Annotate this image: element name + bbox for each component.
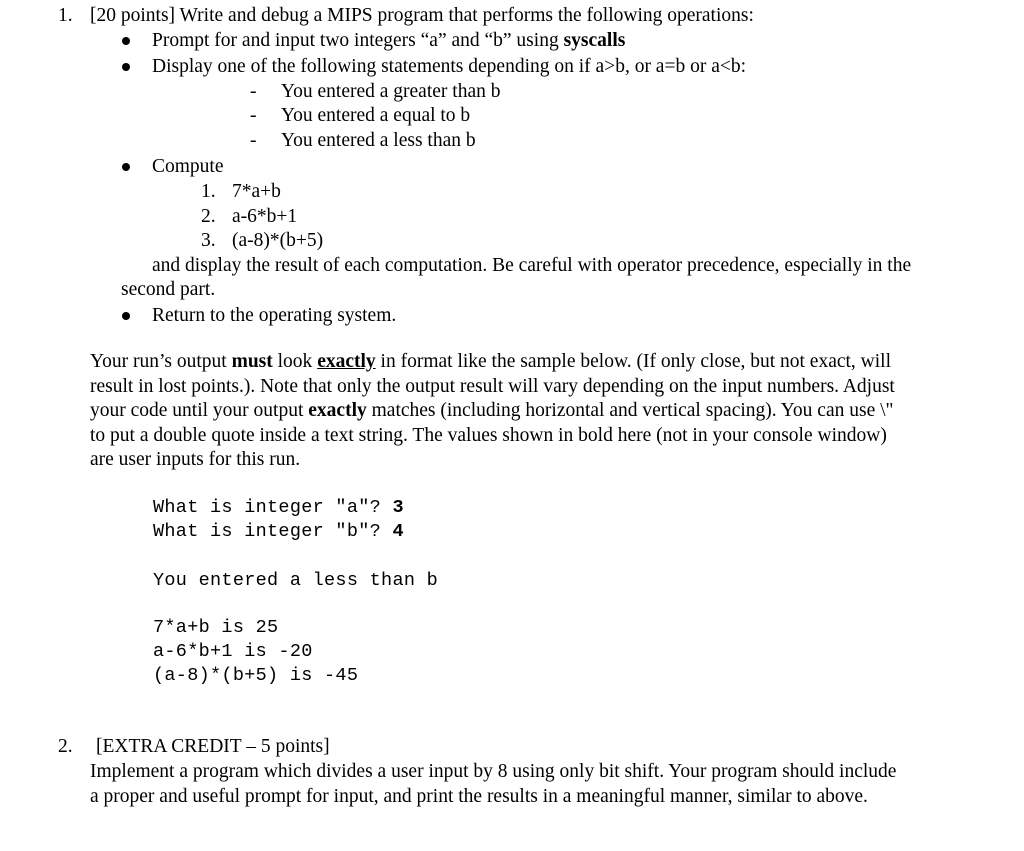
statement-greater: You entered a greater than b	[281, 81, 501, 102]
instructions-text: your code until your output	[90, 400, 309, 421]
bullet-dot	[122, 63, 130, 71]
computation-number: 2.	[201, 206, 216, 227]
bullet-dot	[122, 163, 130, 171]
computation-number: 1.	[201, 181, 216, 202]
syscalls-bold: syscalls	[563, 30, 626, 51]
question-1-number: 1.	[58, 5, 73, 26]
bullet-dot	[122, 312, 130, 320]
instructions-text: Your run’s output	[90, 351, 232, 372]
bullet-return-os: Return to the operating system.	[152, 305, 397, 326]
sample-output-2: a-6*b+1 is -20	[153, 641, 313, 662]
instructions-line-2: result in lost points.). Note that only the output result will vary depending on the input numbers. Adjust	[90, 376, 895, 397]
bullet-dot	[122, 37, 130, 45]
sample-output-3: (a-8)*(b+5) is -45	[153, 665, 359, 686]
statement-equal: You entered a equal to b	[281, 105, 471, 126]
must-bold: must	[231, 351, 273, 372]
instructions-line-3	[90, 399, 894, 423]
sample-input-a: 3	[392, 497, 404, 518]
display-result-text: and display the result of each computation. Be careful with operator precedence, especially in the	[152, 255, 912, 276]
sample-prompt-text: What is integer "b"?	[153, 521, 393, 542]
sample-prompt-a	[153, 496, 404, 520]
dash-marker: -	[250, 105, 257, 126]
bullet-display-statement: Display one of the following statements depending on if a>b, or a=b or a<b:	[152, 56, 747, 77]
bullet-compute: Compute	[152, 156, 224, 177]
computation-expr: 7*a+b	[232, 181, 281, 202]
computation-expr: (a-8)*(b+5)	[232, 230, 324, 251]
instructions-text: in format like the sample below. (If only close, but not exact, will	[375, 351, 892, 372]
instructions-line-4: to put a double quote inside a text string. The values shown in bold here (not in your console window)	[90, 425, 887, 446]
bullet-prompt-input	[152, 29, 625, 53]
display-result-text-cont: second part.	[121, 279, 216, 300]
instructions-text: look	[272, 351, 318, 372]
dash-marker: -	[250, 81, 257, 102]
bullet-prompt-text: Prompt for and input two integers “a” and “b” using	[152, 30, 564, 51]
exactly-bold: exactly	[308, 400, 367, 421]
dash-marker: -	[250, 130, 257, 151]
statement-less: You entered a less than b	[281, 130, 476, 151]
question-2-line-2: a proper and useful prompt for input, and print the results in a meaningful manner, similar to above.	[90, 786, 868, 807]
question-2-number: 2.	[58, 736, 73, 757]
sample-result-message: You entered a less than b	[153, 570, 439, 591]
computation-number: 3.	[201, 230, 216, 251]
sample-output-1: 7*a+b is 25	[153, 617, 279, 638]
question-2-header: [EXTRA CREDIT – 5 points]	[96, 736, 330, 757]
instructions-line-5: are user inputs for this run.	[90, 449, 301, 470]
sample-prompt-text: What is integer "a"?	[153, 497, 393, 518]
instructions-text: matches (including horizontal and vertical spacing). You can use \"	[366, 400, 894, 421]
instructions-line-1	[90, 350, 891, 374]
sample-input-b: 4	[392, 521, 404, 542]
exactly-bold-underlined: exactly	[317, 351, 376, 372]
computation-expr: a-6*b+1	[232, 206, 298, 227]
question-1-header: [20 points] Write and debug a MIPS program that performs the following operations:	[90, 5, 754, 26]
question-2-line-1: Implement a program which divides a user input by 8 using only bit shift. Your program should include	[90, 761, 897, 782]
sample-prompt-b	[153, 520, 404, 544]
